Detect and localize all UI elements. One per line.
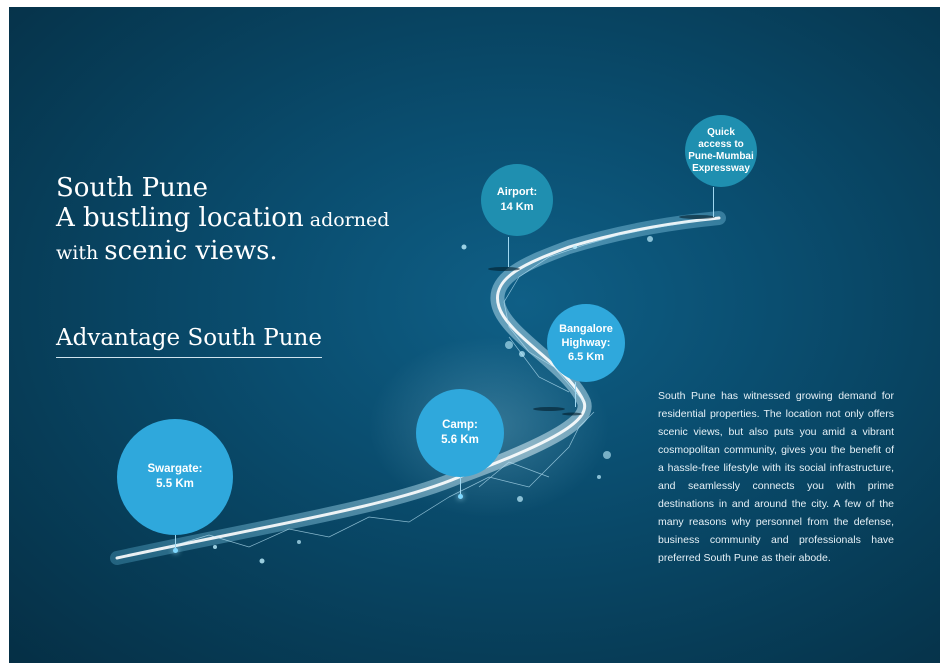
- swargate-label: Swargate: 5.5 Km: [147, 463, 203, 490]
- expressway-label: Quick access to Pune-Mumbai Expressway: [688, 127, 754, 174]
- description-paragraph: South Pune has witnessed growing demand for residential properties. The location not only offers scenic views, but also puts you amid a vibrant cosmopolitan community, gives you the benefit of a hassle-free lifestyle with its social infrastructure, and seamlessly connects you with prime destinations in and around the city. A few of the many reasons why personnel from the defense, business community and professionals have preferred South Pune as their abode.: [658, 390, 894, 564]
- headline: [56, 173, 416, 269]
- section-title: Advantage South Pune: [56, 325, 322, 358]
- airport-marker: [481, 164, 553, 236]
- brochure-page: [9, 7, 940, 663]
- airport-stem: [508, 237, 509, 267]
- expressway-stem: [713, 187, 714, 217]
- headline-line-1: South Pune: [56, 173, 209, 203]
- headline-line-2-large: A bustling location: [56, 203, 304, 233]
- camp-pin: [458, 494, 463, 499]
- bangalore-label: Bangalore Highway: 6.5 Km: [559, 323, 613, 363]
- camp-label: Camp: 5.6 Km: [441, 419, 479, 446]
- bangalore-marker: [547, 304, 625, 382]
- swargate-pin: [173, 548, 178, 553]
- bangalore-stem: [575, 382, 576, 407]
- headline-line-2-small: adorned: [303, 209, 390, 231]
- headline-line-3-large: scenic views.: [104, 236, 278, 266]
- swargate-marker: [117, 419, 233, 535]
- headline-line-3-small: with: [56, 242, 105, 264]
- airport-label: Airport: 14 Km: [496, 186, 538, 213]
- camp-marker: [416, 389, 504, 477]
- expressway-marker: [685, 115, 757, 187]
